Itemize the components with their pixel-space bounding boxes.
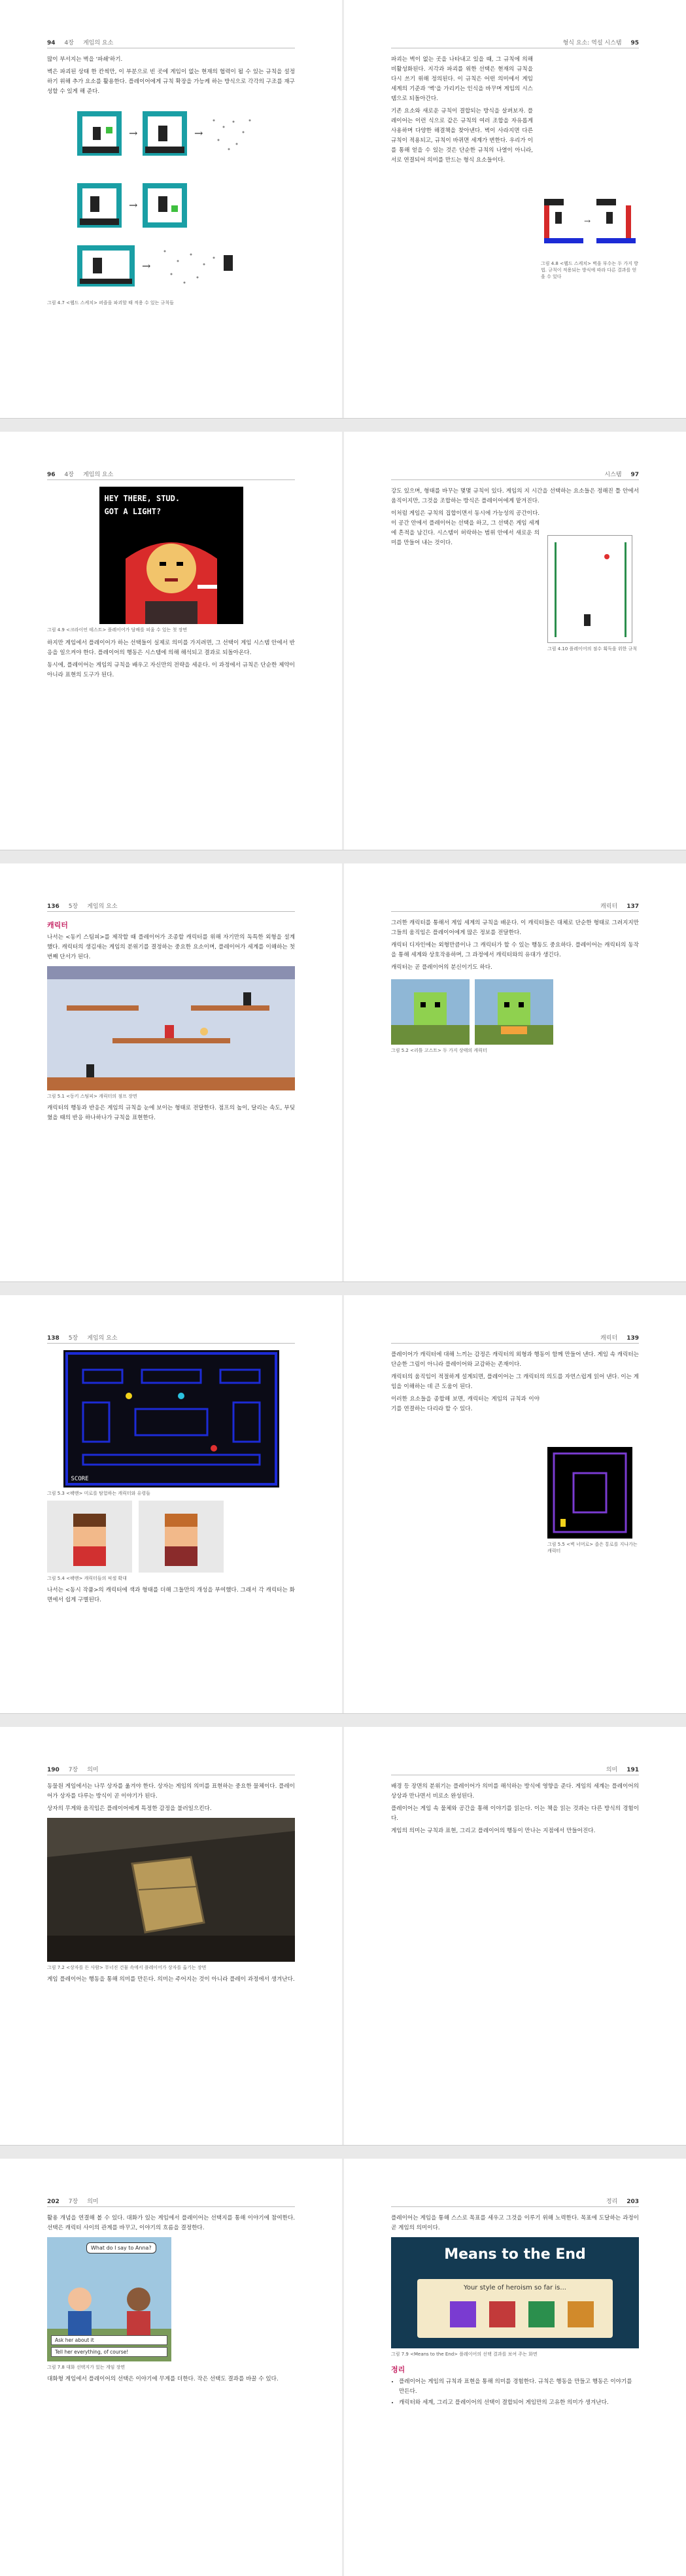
crate-svg	[47, 1818, 295, 1962]
figure-caption: 그림 5.3 <팩맨> 미로를 탐험하는 캐릭터와 유령들	[47, 1491, 150, 1496]
paragraph: 기존 요소와 새로운 규칙이 결합되는 방식을 살펴보자. 플레이어는 이런 식으로 같은 규칙의 여러 조합을 자유롭게 사용하며 다양한 해결책을 찾아낸다. 벽이 사라지면 다른 규칙이 적용되고, 규칙이 바뀌면 세계가 변한다. 우리가 이를 통해 얻을 수 있는 것은 단순한 규칙의 나열이 아니라, 서로 연결되어 의미를 만드는 형식 요소들이다.	[391, 108, 533, 164]
page-94	[0, 0, 342, 419]
page-number: 203	[626, 2199, 639, 2205]
section-label: 의미	[87, 1767, 99, 1773]
page-header	[47, 901, 295, 912]
paragraph: 플레이어는 게임 속 물체와 공간을 통해 이야기를 읽는다. 이는 책을 읽는 것과는 다른 방식의 경험이다.	[391, 1805, 639, 1822]
result-panel	[417, 2279, 613, 2338]
figure-caption: 그림 4.7 <웹드 스케치> 퍼즐을 파괴할 때 적용 수 있는 규칙들	[47, 300, 174, 305]
ghost-state-2	[475, 979, 553, 1045]
wall-break-figure	[541, 186, 639, 258]
section-label: 게임의 요소	[87, 1335, 118, 1342]
figure-caption: 그림 5.5 <벽 너머로> 좁은 통로를 지나가는 캐릭터	[547, 1542, 638, 1554]
paragraph: 강도 있으며, 형태를 바꾸는 몇몇 규칙이 있다. 게임의 지 시간을 선택하는 요소들은 정해진 틀 안에서 움직이지만, 그것을 조합하는 방식은 플레이어에게 맡겨진다.	[391, 488, 639, 504]
page-header	[47, 1765, 295, 1775]
paragraph: 나서는 <동키 스팀피>를 제작할 때 플레이어가 조종할 캐릭터를 위해 자기만의 독특한 외형을 설계했다. 캐릭터의 생김새는 게임의 분위기를 결정하는 중요한 요소이며, 플레이어가 세계를 이해하는 첫 번째 단서가 된다.	[47, 934, 295, 960]
game-text-line: HEY THERE, STUD.	[104, 494, 180, 503]
spread-5	[0, 1727, 686, 2146]
chapter-label: 4장	[64, 40, 74, 46]
page-header	[47, 470, 295, 480]
spread-1	[0, 0, 686, 419]
summary-list	[391, 2377, 639, 2408]
page-202	[0, 2159, 342, 2576]
paragraph: 동물원 게임에서는 나무 상자를 옮겨야 한다. 상자는 게임의 의미를 표현하는 중요한 물체이다. 플레이어가 상자를 다루는 방식이 곧 이야기가 된다.	[47, 1783, 295, 1800]
section-label: 의미	[87, 2199, 99, 2205]
means-to-end-screenshot	[391, 2237, 639, 2348]
page-97	[344, 432, 686, 850]
page-number: 191	[626, 1767, 639, 1773]
page-number: 97	[630, 472, 639, 478]
page-137	[344, 863, 686, 1282]
paragraph: 이러한 요소들을 종합해 보면, 캐릭터는 게임의 규칙과 이야기를 연결하는 다리라 할 수 있다.	[391, 1396, 540, 1412]
page-number: 202	[47, 2199, 60, 2205]
section-label: 의미	[606, 1767, 618, 1773]
paragraph: 벽은 파괴된 상태 한 칸씩만, 이 부분으로 빈 곳에 게임이 없는 현재의 협력이 될 수 있는 규칙을 설정하기 위해 추가 요소를 활용한다. 플레이어에게 규칙 확장을 가능케 하는 방식으로 각각의 구조를 재구성할 수 있게 해 준다.	[47, 69, 295, 95]
chapter-label: 5장	[68, 1335, 78, 1342]
chapter-label: 7장	[68, 1767, 78, 1773]
paragraph: 캐릭터의 움직임이 적절하게 설계되면, 플레이어는 그 캐릭터의 의도를 자연스럽게 읽어 낸다. 이는 게임을 이해하는 데 큰 도움이 된다.	[391, 1374, 639, 1390]
page-header	[391, 2197, 639, 2207]
section-heading: 캐릭터	[47, 921, 68, 930]
page-190	[0, 1727, 342, 2146]
figure-caption: 그림 5.1 <동키 스팀피> 캐릭터의 점프 장면	[47, 1094, 137, 1099]
figure-caption: 그림 7.8 대화 선택지가 있는 게임 장면	[47, 2365, 126, 2370]
page-number: 94	[47, 40, 56, 46]
paragraph: 많이 부서지는 벽을 '파쇄'하기.	[47, 56, 123, 63]
svg-text:→: →	[128, 199, 137, 211]
platformer-screenshot	[47, 966, 295, 1090]
spread-4	[0, 1295, 686, 1714]
dialogue-screenshot	[47, 2237, 171, 2361]
puzzle-row-2	[80, 186, 184, 225]
paragraph: 게임의 의미는 규칙과 표현, 그리고 플레이어의 행동이 만나는 지점에서 만들어진다.	[391, 1828, 596, 1834]
page-203	[344, 2159, 686, 2576]
pixel-svg-1	[47, 1501, 132, 1573]
figure-caption: 그림 4.10 플레이어의 점수 획득을 위한 규칙	[547, 646, 638, 652]
figure-caption: 그림 5.4 <팩맨> 캐릭터들의 픽셀 확대	[47, 1576, 127, 1581]
page-number: 139	[626, 1335, 639, 1342]
score-game-svg	[548, 536, 632, 643]
paragraph: 게임 플레이어는 행동을 통해 의미를 만든다. 의미는 주어지는 것이 아니라 플레이 과정에서 생겨난다.	[47, 1976, 295, 1983]
page-header	[47, 1333, 295, 1344]
page-number: 95	[630, 40, 639, 46]
pixel-character-2	[139, 1501, 224, 1573]
figure-caption: 그림 5.2 <리틀 고스트> 두 가지 상태의 캐릭터	[391, 1048, 487, 1053]
spread-6	[0, 2159, 686, 2576]
pixel-svg-2	[139, 1501, 224, 1573]
page-95	[344, 0, 686, 419]
ghost-svg-1	[391, 979, 470, 1045]
page-number: 96	[47, 472, 56, 478]
chapter-label: 4장	[64, 472, 74, 478]
score-game-figure	[547, 535, 632, 643]
svg-text:→: →	[194, 127, 203, 139]
paragraph: 나서는 <동시 작품>의 캐릭터에 색과 형태를 더해 그들만의 개성을 부여했다. 그래서 각 캐릭터는 화면에서 쉽게 구별된다.	[47, 1587, 295, 1603]
page-header	[47, 38, 295, 48]
page-number: 136	[47, 903, 60, 910]
puzzle-row-1	[80, 114, 251, 153]
page-96	[0, 432, 342, 850]
page-number: 138	[47, 1335, 60, 1342]
chapter-label: 5장	[68, 903, 78, 910]
dialogue-choice-2[interactable]: Tell her everything, of course!	[51, 2347, 167, 2357]
figure-caption: 그림 7.2 <상자를 든 사람> 무너진 건물 속에서 플레이어가 상자를 옮기는 장면	[47, 1965, 207, 1970]
puzzle-row-3	[80, 248, 233, 284]
page-header	[47, 2197, 295, 2207]
page-191	[344, 1727, 686, 2146]
svg-text:→: →	[128, 127, 137, 139]
maze-screenshot	[63, 1350, 279, 1488]
paragraph: 동시에, 플레이어는 게임의 규칙을 배우고 자신만의 전략을 세운다. 이 과정에서 규칙은 단순한 제약이 아니라 표현의 도구가 된다.	[47, 662, 295, 678]
page-138	[0, 1295, 342, 1714]
character-portrait-svg	[99, 487, 243, 624]
ghost-state-1	[391, 979, 470, 1045]
section-label: 시스템	[604, 472, 622, 478]
paragraph: 플레이어는 게임을 통해 스스로 목표를 세우고 그것을 이루기 위해 노력한다. 목표에 도달하는 과정이 곧 게임의 의미이다.	[391, 2215, 639, 2231]
page-number: 190	[47, 1767, 60, 1773]
game-screenshot-dialog	[99, 487, 243, 624]
page-header	[391, 1765, 639, 1775]
puzzle-figure	[73, 101, 269, 297]
section-label: 캐릭터	[600, 903, 618, 910]
page-header	[391, 470, 639, 480]
figure-caption: 그림 7.9 <Means to the End> 플레이어의 선택 결과를 보여 주는 화면	[391, 2352, 538, 2357]
puzzle-svg	[73, 101, 269, 297]
list-item: • 캐릭터와 세계, 그리고 플레이어의 선택이 결합되어 게임만의 고유한 의미가 생겨난다.	[399, 2398, 639, 2408]
spread-3	[0, 863, 686, 1282]
paragraph: 그러한 캐릭터를 통해서 게임 세계의 규칙을 배운다. 이 캐릭터들은 대체로 단순한 형태로 그려지지만 그들의 움직임은 플레이어에게 많은 정보를 전달한다.	[391, 920, 639, 936]
svg-text:→: →	[141, 260, 150, 272]
corridor-svg	[547, 1447, 632, 1539]
paragraph: 캐릭터의 행동과 반응은 게임의 규칙을 눈에 보이는 형태로 전달한다. 점프의 높이, 달리는 속도, 부딪혔을 때의 반응 하나하나가 규칙을 표현한다.	[47, 1105, 295, 1121]
list-item: • 플레이어는 게임의 규칙과 표현을 통해 의미를 경험한다. 규칙은 행동을 만들고 행동은 이야기를 만든다.	[399, 2377, 639, 2397]
paragraph: 플레이어가 캐릭터에 대해 느끼는 감정은 캐릭터의 외형과 행동이 함께 만들어 낸다. 게임 속 캐릭터는 단순한 그림이 아니라 플레이어와 교감하는 존재이다.	[391, 1351, 639, 1368]
section-label: 게임의 요소	[82, 40, 114, 46]
page-header	[391, 1333, 639, 1344]
page-number: 137	[626, 903, 639, 910]
page-header	[391, 901, 639, 912]
score-label: SCORE	[71, 1476, 89, 1482]
paragraph: 상자의 무게와 움직임은 플레이어에게 특정한 감정을 불러일으킨다.	[47, 1805, 212, 1812]
paragraph: 파괴는 벽이 없는 곳을 나타내고 있을 때, 그 규칙에 의해 비활성화된다. 지각과 파괴를 위한 선택은 현재의 규칙을 다시 쓰기 위해 정의된다. 이 규칙은 어떤 의미에서 게임 세계의 기준과 '벽'을 가리키는 인식을 바꾸며 게임의 시스템으로 되돌아간다.	[391, 56, 533, 102]
speech-bubble: What do I say to Anna?	[86, 2242, 156, 2254]
section-label: 정리	[606, 2199, 618, 2205]
section-label: 게임의 요소	[82, 472, 114, 478]
section-label: 캐릭터	[600, 1335, 618, 1342]
page-header	[391, 38, 639, 48]
hero-icons-svg	[417, 2296, 613, 2335]
game-text-line: GOT A LIGHT?	[104, 507, 162, 516]
corridor-figure	[547, 1447, 632, 1539]
figure-caption: 그림 4.8 <웹드 스케치> 벽을 부수는 두 가지 방법. 규칙이 적용되는 방식에 따라 다른 결과를 얻을 수 있다	[541, 261, 638, 279]
ghost-svg-2	[475, 979, 553, 1045]
page-139	[344, 1295, 686, 1714]
paragraph: 대화형 게임에서 플레이어의 선택은 이야기에 무게를 더한다. 작은 선택도 결과를 바꿀 수 있다.	[47, 2376, 279, 2382]
section-heading: 정리	[391, 2365, 405, 2374]
paragraph: 하지만 게임에서 플레이어가 하는 선택들이 실제로 의미를 가지려면, 그 선택이 게임 시스템 안에서 반응을 일으켜야 한다. 플레이어의 행동은 시스템에 의해 해석되고 결과로 되돌아온다.	[47, 640, 295, 656]
crate-screenshot	[47, 1818, 295, 1962]
paragraph: 이처럼 게임은 규칙의 집합이면서 동시에 가능성의 공간이다. 이 공간 안에서 플레이어는 선택을 하고, 그 선택은 게임 세계에 흔적을 남긴다. 시스템이 허락하는 범위 안에서 새로운 의미를 만들어 내는 것이다.	[391, 510, 540, 546]
section-label: 게임의 요소	[87, 903, 118, 910]
page-136	[0, 863, 342, 1282]
paragraph: 캐릭터는 곧 플레이어의 분신이기도 하다.	[391, 964, 492, 971]
paragraph: 캐릭터 디자인에는 외형만큼이나 그 캐릭터가 할 수 있는 행동도 중요하다. 플레이어는 캐릭터의 동작을 통해 세계와 상호작용하며, 그 과정에서 캐릭터와의 유대가 생긴다.	[391, 942, 639, 958]
chapter-label: 7장	[68, 2199, 78, 2205]
section-label: 형식 요소: 역설 시스템	[562, 40, 622, 46]
platformer-svg	[47, 966, 295, 1090]
paragraph: 활용 개념을 연결해 볼 수 있다. 대화가 있는 게임에서 플레이어는 선택지를 통해 이야기에 참여한다. 선택은 캐릭터 사이의 관계를 바꾸고, 이야기의 흐름을 결정한다.	[47, 2215, 295, 2231]
wall-break-svg	[541, 186, 639, 258]
maze-svg	[63, 1350, 279, 1488]
figure-caption: 그림 4.9 <크라이언 테스트> 플레이어가 담배를 피울 수 있는 첫 장면	[47, 627, 188, 633]
svg-text:→: →	[584, 217, 591, 226]
dialogue-choice-1[interactable]: Ask her about it	[51, 2335, 167, 2345]
pixel-character-1	[47, 1501, 132, 1573]
result-subtitle: Your style of heroism so far is...	[464, 2284, 566, 2291]
game-title: Means to the End	[444, 2246, 586, 2263]
spread-2	[0, 432, 686, 850]
paragraph: 배경 등 장면의 분위기는 플레이어가 의미를 해석하는 방식에 영향을 준다. 게임의 세계는 플레이어의 상상과 만나면서 비로소 완성된다.	[391, 1783, 639, 1800]
